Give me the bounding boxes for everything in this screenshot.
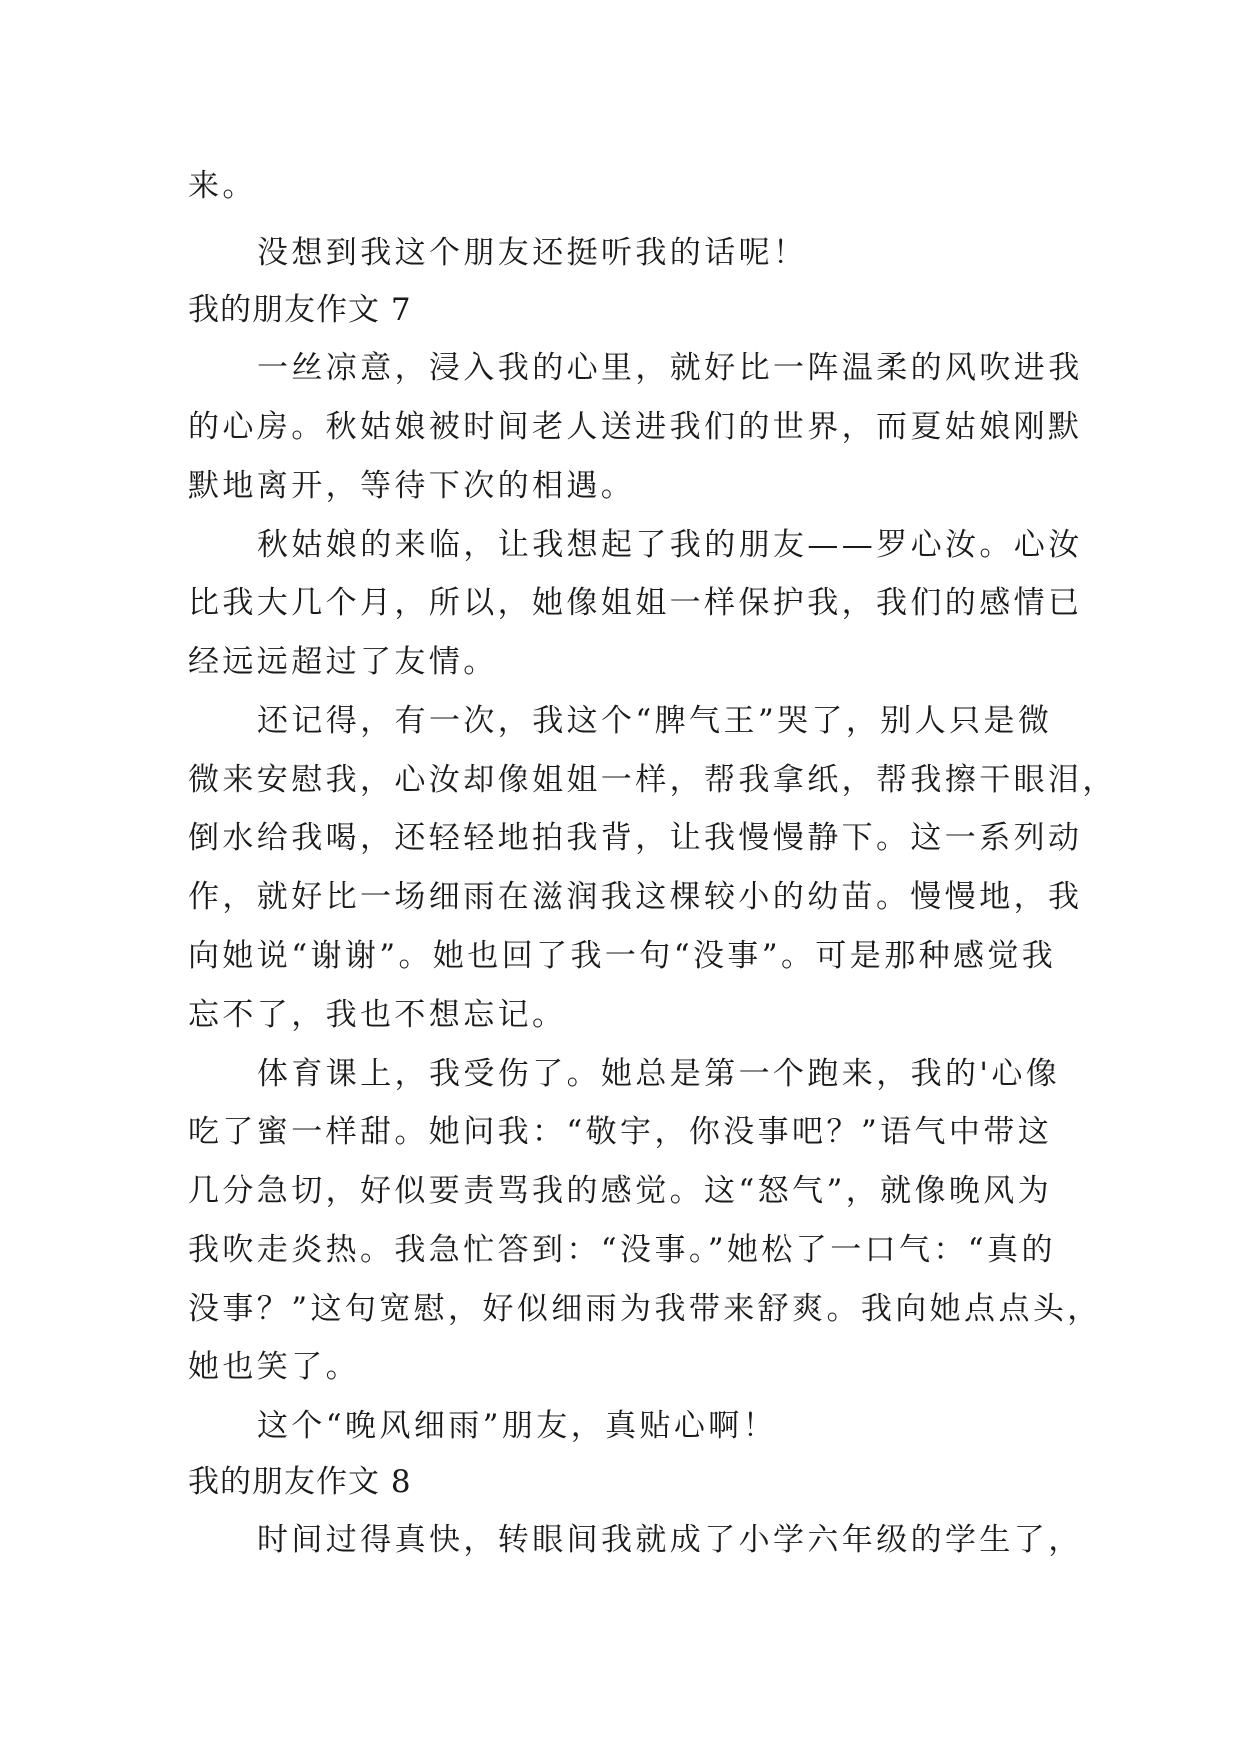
paragraph-line: 作，就好比一场细雨在滋润我这棵较小的幼苗。慢慢地，我 <box>188 879 1083 915</box>
paragraph-line: 吃了蜜一样甜。她问我：“敬宇，你没事吧？”语气中带这 <box>188 1114 1053 1150</box>
paragraph-line: 体育课上，我受伤了。她总是第一个跑来，我的'心像 <box>257 1056 1061 1092</box>
paragraph-line: 经远远超过了友情。 <box>188 644 498 680</box>
section-heading: 我的朋友作文 8 <box>188 1464 412 1500</box>
paragraph-line: 她也笑了。 <box>188 1349 360 1385</box>
paragraph-line: 时间过得真快，转眼间我就成了小学六年级的学生了， <box>257 1522 1083 1558</box>
paragraph-line: 几分急切，好似要责骂我的感觉。这“怒气”，就像晚风为 <box>188 1173 1053 1209</box>
paragraph-line: 没事？”这句宽慰，好似细雨为我带来舒爽。我向她点点头， <box>188 1291 1102 1327</box>
paragraph-line: 这个“晚风细雨”朋友，真贴心啊！ <box>257 1408 778 1444</box>
paragraph-line: 的心房。秋姑娘被时间老人送进我们的世界，而夏姑娘刚默 <box>188 409 1083 445</box>
paragraph-line: 忘不了，我也不想忘记。 <box>188 997 567 1033</box>
paragraph-line: 还记得，有一次，我这个“脾气王”哭了，别人只是微 <box>257 703 1053 739</box>
paragraph-line: 秋姑娘的来临，让我想起了我的朋友——罗心汝。心汝 <box>257 527 1083 563</box>
paragraph-line: 来。 <box>188 168 257 204</box>
paragraph-line: 倒水给我喝，还轻轻地拍我背，让我慢慢静下。这一系列动 <box>188 820 1083 856</box>
paragraph-line: 没想到我这个朋友还挺听我的话呢！ <box>257 235 808 271</box>
paragraph-line: 默地离开，等待下次的相遇。 <box>188 468 636 504</box>
paragraph-line: 一丝凉意，浸入我的心里，就好比一阵温柔的风吹进我 <box>257 350 1083 386</box>
paragraph-line: 比我大几个月，所以，她像姐姐一样保护我，我们的感情已 <box>188 585 1083 621</box>
paragraph-line: 微来安慰我，心汝却像姐姐一样，帮我拿纸，帮我擦干眼泪， <box>188 762 1117 798</box>
paragraph-line: 我吹走炎热。我急忙答到：“没事。”她松了一口气：“真的 <box>188 1232 1056 1268</box>
section-heading: 我的朋友作文 7 <box>188 292 412 328</box>
paragraph-line: 向她说“谢谢”。她也回了我一句“没事”。可是那种感觉我 <box>188 938 1057 974</box>
